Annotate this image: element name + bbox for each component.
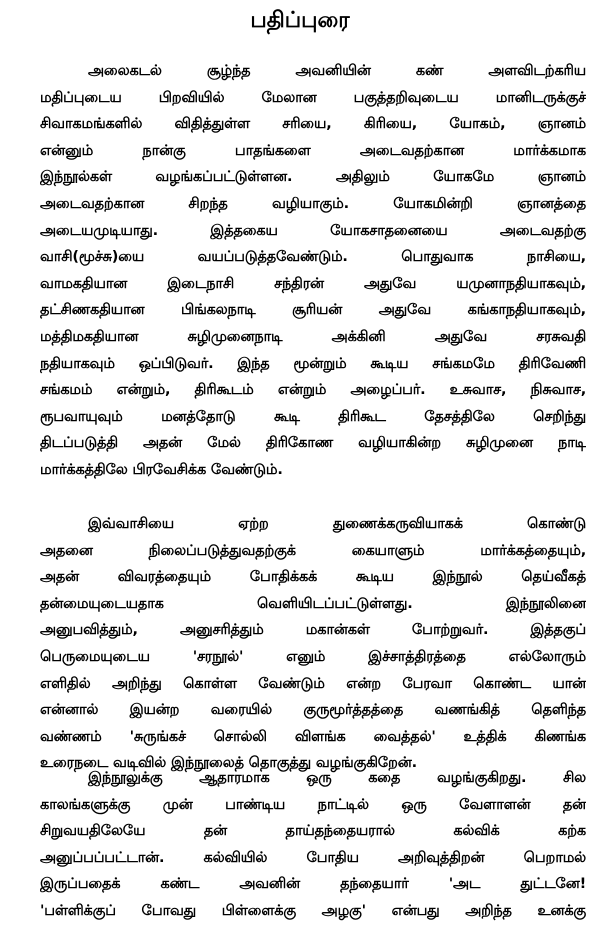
text-line: மார்க்கத்திலே பிரவேசிக்க வேண்டும். <box>40 461 283 478</box>
text-line: 'பள்ளிக்குப் போவது பிள்ளைக்கு அழகு' என்பது அறிந்த உனக்கு <box>40 902 586 919</box>
text-line: அலைகடல் சூழ்ந்த அவனியின் கண் அளவிடற்கரிய <box>88 63 586 79</box>
text-line: இந்நூலுக்கு ஆதாரமாக ஒரு கதை வழங்குகிறது. சில <box>88 770 586 786</box>
page-title: பதிப்புரை <box>250 8 350 33</box>
text-line: மதிப்புடைய பிறவியில் மேலான பகுத்தறிவுடைய மானிடருக்குச் <box>40 89 586 106</box>
paragraph-1 <box>40 58 586 484</box>
text-line: அனுப்பப்பட்டான். கல்வியில் போதிய அறிவுத்திறன் பெறாமல் <box>40 849 586 866</box>
text-line: இவ்வாசியை ஏற்ற துணைக்கருவியாகக் கொண்டு <box>88 516 586 532</box>
text-line: அதனை நிலைப்படுத்துவதற்குக் கையாளும் மார்க்கத்தையும், <box>40 542 586 559</box>
text-line: என்னால் இயன்ற வரையில் குருமூர்த்தத்தை வணங்கித் தெளிந்த <box>40 702 586 719</box>
text-line: உரைநடை வடிவில் இந்நூலைத் தொகுத்து வழங்குகிறேன். <box>40 755 417 772</box>
text-line: தட்சிணகதியான பிங்கலநாடி சூரியன் அதுவே கங்காநதியாகவும், <box>40 302 586 319</box>
text-line: அடைவதற்கான சிறந்த வழியாகும். யோகமின்றி ஞானத்தை <box>40 195 586 212</box>
text-line: இந்நூல்கள் வழங்கப்பட்டுள்ளன. அதிலும் யோகமே ஞானம் <box>40 169 586 186</box>
text-line: வாமகதியான இடைநாசி சந்திரன் அதுவே யமுனாநதியாகவும், <box>40 275 586 292</box>
text-line: சிவாகமங்களில் விதித்துள்ள சரியை, கிரியை, யோகம், ஞானம் <box>40 116 586 133</box>
text-line: திடப்படுத்தி அதன் மேல் திரிகோண வழியாகின்ற சுழிமுனை நாடி <box>40 435 586 452</box>
text-line: அனுபவித்தும், அனுசரித்தும் மகான்கள் போற்றுவர். இத்தகுப் <box>40 622 586 639</box>
text-line: ரூபவாயுவும் மனத்தோடு கூடி திரிகூட தேசத்திலே செறிந்து <box>40 408 586 425</box>
text-line: அதன் விவரத்தையும் போதிக்கக் கூடிய இந்நூல் தெய்வீகத் <box>40 569 586 586</box>
paragraph-3 <box>40 765 586 925</box>
text-line: காலங்களுக்கு முன் பாண்டிய நாட்டில் ஒரு வேளாளன் தன் <box>40 796 586 813</box>
text-line: வாசி(மூச்சு)யை வயப்படுத்தவேண்டும். பொதுவாக நாசியை, <box>40 249 586 266</box>
text-line: பெருமையுடைய 'சரநூல்' எனும் இச்சாத்திரத்தை எல்லோரும் <box>40 648 586 665</box>
text-line: சங்கமம் என்றும், திரிகூடம் என்றும் அழைப்பர். உசுவாச, நிசுவாச, <box>40 382 586 399</box>
text-line: என்னும் நான்கு பாதங்களை அடைவதற்கான மார்க்கமாக <box>40 142 586 159</box>
paragraph-2 <box>40 511 586 777</box>
text-line: எளிதில் அறிந்து கொள்ள வேண்டும் என்ற பேரவா கொண்ட யான் <box>40 675 586 692</box>
text-line: மத்திமகதியான சுழிமுனைநாடி அக்கினி அதுவே சரசுவதி <box>40 328 586 345</box>
text-line: நதியாகவும் ஒப்பிடுவர். இந்த மூன்றும் கூடிய சங்கமமே திரிவேணி <box>40 355 586 372</box>
text-line: சிறுவயதிலேயே தன் தாய்தந்தையரால் கல்விக் கற்க <box>40 823 586 840</box>
text-line: தன்மையுடையதாக வெளியிடப்பட்டுள்ளது. இந்நூலினை <box>40 595 586 612</box>
text-line: இருப்பதைக் கண்ட அவனின் தந்தையார் 'அட துட்டனே! <box>40 876 586 893</box>
text-line: வண்ணம் 'சுருங்கச் சொல்லி விளங்க வைத்தல்' உத்திக் கிணங்க <box>40 728 586 745</box>
text-line: அடையமுடியாது. இத்தகைய யோகசாதனையை அடைவதற்கு <box>40 222 586 239</box>
